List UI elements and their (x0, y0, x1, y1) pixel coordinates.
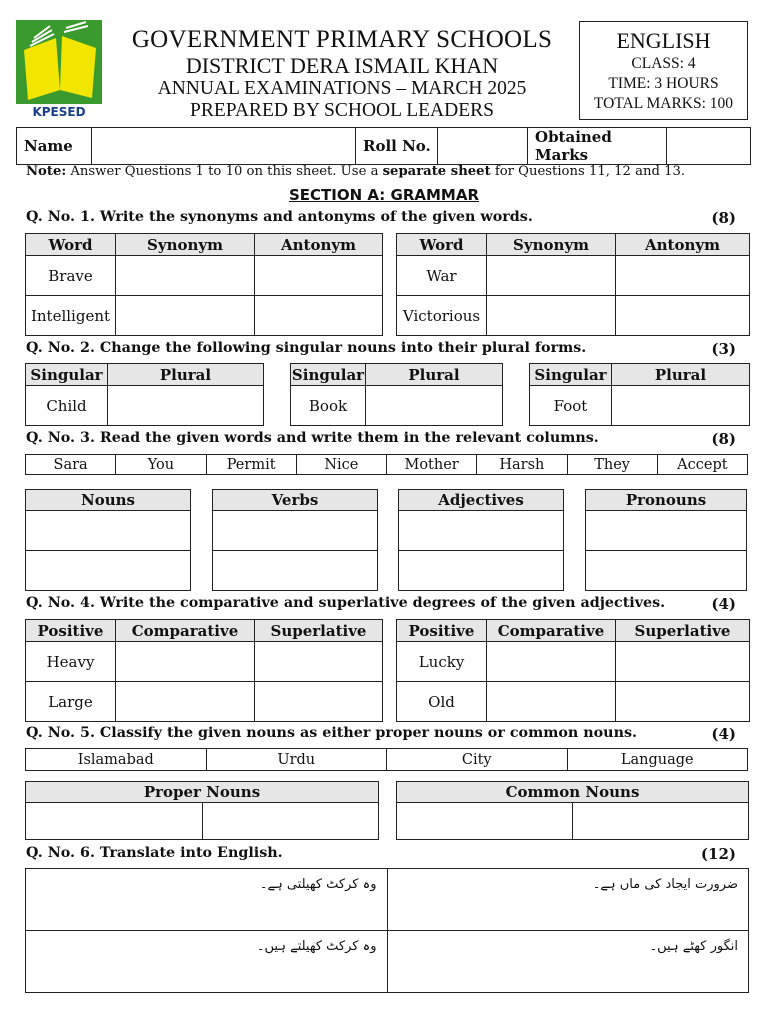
word-bank-item: Harsh (477, 455, 567, 475)
answer-cell[interactable] (586, 551, 747, 591)
answer-cell[interactable] (255, 682, 383, 722)
answer-cell[interactable] (487, 642, 616, 682)
answer-cell[interactable] (26, 551, 191, 591)
word-bank-item: Islamabad (26, 749, 207, 771)
answer-cell[interactable] (26, 803, 203, 840)
answer-cell[interactable] (397, 803, 573, 840)
answer-cell[interactable] (616, 642, 750, 682)
total-marks-label: TOTAL MARKS: 100 (593, 95, 734, 112)
q5-title: Q. No. 5. Classify the given nouns as either proper nouns or common nouns. (26, 725, 637, 741)
word-bank-item: Mother (387, 455, 477, 475)
svg-text:KPESED: KPESED (32, 105, 86, 118)
urdu-sentence[interactable]: انگور کھٹے ہیں۔ (387, 931, 749, 993)
q3-verbs-column: Verbs (212, 489, 378, 591)
exam-info-box (579, 21, 748, 120)
q3-title: Q. No. 3. Read the given words and write them in the relevant columns. (26, 430, 599, 446)
q3-word-bank (25, 454, 748, 475)
answer-cell[interactable] (116, 682, 255, 722)
word-bank-item: They (567, 455, 657, 475)
answer-cell[interactable] (213, 551, 378, 591)
q1-left-table: Word Synonym Antonym Brave Intelligent (25, 233, 383, 336)
header-line3: ANNUAL EXAMINATIONS – MARCH 2025 (157, 78, 527, 99)
answer-cell[interactable] (487, 682, 616, 722)
answer-cell[interactable] (202, 803, 379, 840)
q2-marks: (3) (711, 340, 736, 358)
word-bank-item: City (387, 749, 568, 771)
answer-cell[interactable] (616, 296, 750, 336)
name-label: Name (17, 128, 92, 165)
answer-cell[interactable] (612, 386, 750, 426)
q6-translation-table (25, 868, 749, 993)
answer-cell[interactable] (573, 803, 749, 840)
q3-marks: (8) (711, 430, 736, 448)
kpesed-logo (16, 20, 104, 118)
section-title: SECTION A: GRAMMAR (289, 186, 479, 204)
answer-cell[interactable] (26, 511, 191, 551)
roll-no-field[interactable] (438, 128, 528, 165)
q1-title: Q. No. 1. Write the synonyms and antonyms of the given words. (26, 209, 533, 225)
answer-cell[interactable] (116, 296, 255, 336)
q3-pronouns-column: Pronouns (585, 489, 747, 591)
q5-common-nouns-table: Common Nouns (396, 781, 749, 840)
answer-cell[interactable] (616, 256, 750, 296)
answer-cell[interactable] (399, 511, 564, 551)
header-line2: DISTRICT DERA ISMAIL KHAN (185, 53, 499, 78)
answer-cell[interactable] (616, 682, 750, 722)
header-line1: GOVERNMENT PRIMARY SCHOOLS (131, 26, 553, 53)
urdu-sentence[interactable]: وہ کرکٹ کھیلتے ہیں۔ (26, 931, 388, 993)
answer-cell[interactable] (255, 642, 383, 682)
student-info-table (16, 127, 751, 165)
q1-right-table: Word Synonym Antonym War Victorious (396, 233, 750, 336)
subject-label: ENGLISH (616, 28, 711, 53)
instruction-note: Note: Answer Questions 1 to 10 on this sheet. Use a separate sheet for Questions 11, 12 and 13. (26, 164, 686, 179)
answer-cell[interactable] (255, 256, 383, 296)
word-bank-item: Permit (206, 455, 296, 475)
class-label: CLASS: 4 (631, 55, 696, 72)
q2-table-2: Singular Plural Book (290, 363, 503, 426)
answer-cell[interactable] (487, 256, 616, 296)
q5-word-bank (25, 748, 748, 771)
answer-cell[interactable] (255, 296, 383, 336)
urdu-sentence[interactable]: وہ کرکٹ کھیلتی ہے۔ (26, 869, 388, 931)
roll-no-label: Roll No. (356, 128, 438, 165)
word-bank-item: You (116, 455, 206, 475)
exam-header (108, 26, 576, 122)
q6-title: Q. No. 6. Translate into English. (26, 845, 283, 861)
q5-proper-nouns-table: Proper Nouns (25, 781, 379, 840)
q4-left-table: Positive Comparative Superlative Heavy Large (25, 619, 383, 722)
q2-table-1: Singular Plural Child (25, 363, 264, 426)
word-bank-item: Accept (657, 455, 747, 475)
obtained-marks-label: Obtained Marks (528, 128, 667, 165)
word-bank-item: Sara (26, 455, 116, 475)
answer-cell[interactable] (108, 386, 264, 426)
answer-cell[interactable] (116, 642, 255, 682)
answer-cell[interactable] (586, 511, 747, 551)
q6-marks: (12) (700, 845, 736, 863)
answer-cell[interactable] (213, 511, 378, 551)
q3-nouns-column: Nouns (25, 489, 191, 591)
answer-cell[interactable] (366, 386, 503, 426)
q2-title: Q. No. 2. Change the following singular nouns into their plural forms. (26, 340, 587, 356)
q1-marks: (8) (711, 209, 736, 227)
word-bank-item: Language (567, 749, 748, 771)
q3-adjectives-column: Adjectives (398, 489, 564, 591)
q4-right-table: Positive Comparative Superlative Lucky Old (396, 619, 750, 722)
header-line4: PREPARED BY SCHOOL LEADERS (190, 100, 494, 121)
answer-cell[interactable] (487, 296, 616, 336)
q5-marks: (4) (711, 725, 736, 743)
time-label: TIME: 3 HOURS (608, 75, 719, 92)
urdu-sentence[interactable]: ضرورت ایجاد کی ماں ہے۔ (387, 869, 749, 931)
name-field[interactable] (92, 128, 356, 165)
q4-title: Q. No. 4. Write the comparative and superlative degrees of the given adjectives. (26, 595, 666, 611)
q4-marks: (4) (711, 595, 736, 613)
answer-cell[interactable] (399, 551, 564, 591)
word-bank-item: Nice (296, 455, 386, 475)
word-bank-item: Urdu (206, 749, 387, 771)
q2-table-3: Singular Plural Foot (529, 363, 750, 426)
obtained-marks-field[interactable] (667, 128, 751, 165)
answer-cell[interactable] (116, 256, 255, 296)
